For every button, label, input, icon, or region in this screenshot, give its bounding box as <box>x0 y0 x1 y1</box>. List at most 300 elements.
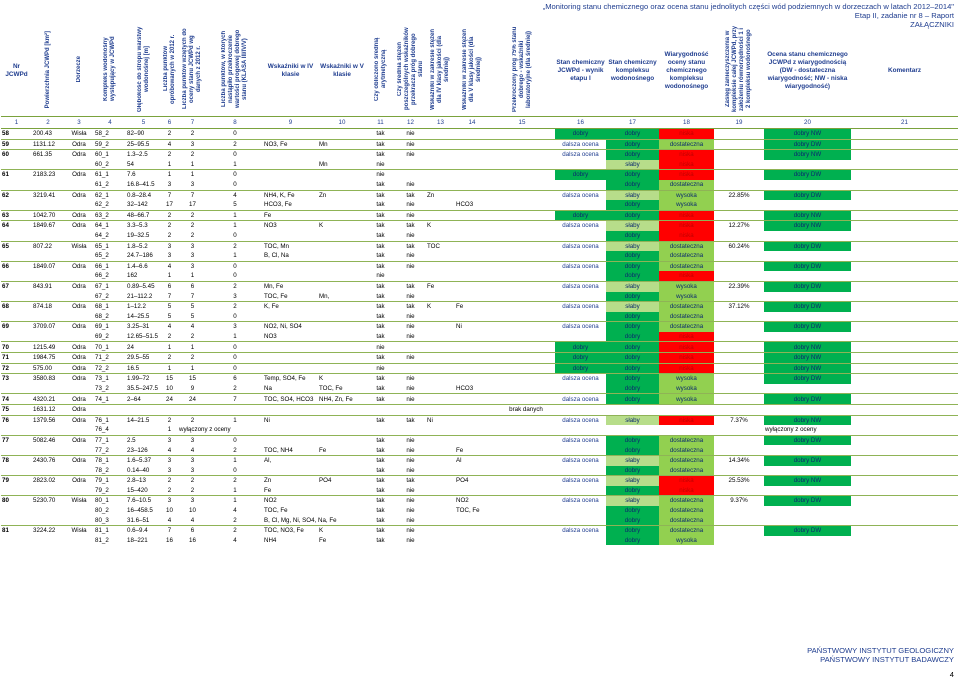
cell-basin <box>64 180 94 190</box>
cell-nr: 58 <box>1 129 32 140</box>
cell-s5 <box>455 516 489 526</box>
cell-basin: Wisła <box>64 496 94 506</box>
cell-gl: 162 <box>127 272 138 280</box>
column-header <box>606 25 659 117</box>
cell-basin: Odra <box>64 476 94 486</box>
cell-exc: nie <box>406 446 415 454</box>
cell-zas <box>714 200 764 210</box>
cell-etap1: dalsza ocena <box>555 281 606 291</box>
cell-s5 <box>455 190 489 200</box>
table-row <box>1 526 958 536</box>
cell-stan: dobry <box>606 261 659 271</box>
cell-ocena: dobry DW <box>764 139 851 150</box>
document-footer <box>807 646 954 679</box>
cell-w5: Zn <box>318 190 366 200</box>
cell-s5: HCO3 <box>456 201 474 209</box>
cell-ocena <box>764 292 851 302</box>
cell-w5 <box>318 210 366 221</box>
cell-basin: Wisła <box>64 526 94 536</box>
cell-kom <box>851 139 958 150</box>
cell-etap1 <box>555 486 606 496</box>
cell-wiar: niska <box>659 486 714 496</box>
cell-lw: 3 <box>178 435 207 445</box>
cell-area <box>32 425 64 435</box>
cell-nr: 75 <box>1 405 32 416</box>
cell-etap1 <box>555 160 606 170</box>
cell-zas <box>714 384 764 394</box>
cell-avg: nie <box>366 342 395 353</box>
table-row <box>1 353 958 364</box>
cell-avg: tak <box>376 486 385 494</box>
cell-p75 <box>489 466 555 476</box>
cell-wiar: dostateczna <box>659 180 714 190</box>
cell-wiar: dostateczna <box>659 312 714 322</box>
cell-lw: 3 <box>190 252 195 260</box>
cell-komp: 81_2 <box>95 536 109 544</box>
cell-avg: tak <box>376 181 385 189</box>
cell-komp: 59_2 <box>94 139 126 150</box>
cell-basin <box>64 200 94 210</box>
cell-s4: Zn <box>426 190 455 200</box>
cell-kom <box>851 466 958 476</box>
cell-lprz: 1 <box>207 415 263 425</box>
cell-s4 <box>426 435 455 445</box>
cell-avg: tak <box>366 353 395 364</box>
cell-lprz: 1 <box>233 332 237 340</box>
cell-w5 <box>318 363 366 374</box>
cell-w4 <box>263 150 318 160</box>
column-number: 12 <box>395 117 426 129</box>
cell-s5 <box>455 170 489 180</box>
cell-komp: 65_2 <box>95 252 109 260</box>
cell-s5 <box>455 150 489 160</box>
cell-komp: 80_1 <box>94 496 126 506</box>
cell-ocena <box>764 516 851 526</box>
cell-exc: tak <box>395 302 426 312</box>
table-row <box>1 425 958 435</box>
cell-stan: dobry <box>606 342 659 353</box>
cell-lp: 16 <box>166 536 173 544</box>
cell-stan: słaby <box>606 302 659 312</box>
cell-w5: K <box>318 526 366 536</box>
cell-kom <box>851 129 958 140</box>
cell-w4: NO3, Fe <box>263 139 318 150</box>
cell-komp: 70_1 <box>94 342 126 353</box>
cell-etap1: dalsza ocena <box>555 261 606 271</box>
cell-lp: 2 <box>161 150 178 160</box>
cell-kom <box>851 342 958 353</box>
cell-s5 <box>455 536 489 546</box>
cell-zas <box>714 129 764 140</box>
cell-lw: 6 <box>178 526 207 536</box>
cell-lw: 3 <box>178 496 207 506</box>
cell-etap1 <box>555 332 606 342</box>
cell-wiar: wysoka <box>659 536 714 546</box>
cell-s5: Fe <box>455 302 489 312</box>
cell-kom <box>851 302 958 312</box>
cell-exc: nie <box>406 536 415 544</box>
cell-lprz: 1 <box>207 456 263 466</box>
cell-w5 <box>318 281 366 291</box>
cell-zas <box>714 342 764 353</box>
cell-ocena: dobry DW <box>764 496 851 506</box>
table-row <box>1 342 958 353</box>
cell-lprz: 1 <box>207 496 263 506</box>
cell-avg: tak <box>376 292 385 300</box>
cell-p75 <box>489 241 555 251</box>
cell-kom <box>851 384 958 394</box>
column-number: 2 <box>32 117 64 129</box>
cell-etap1 <box>555 506 606 516</box>
cell-w4 <box>263 180 318 190</box>
cell-lprz: 0 <box>233 181 237 189</box>
cell-ocena <box>764 486 851 496</box>
cell-exc <box>395 170 426 180</box>
cell-stan: dobry <box>606 150 659 160</box>
cell-avg: tak <box>366 261 395 271</box>
cell-basin: Odra <box>64 322 94 332</box>
cell-gl: 24.7–186 <box>127 252 153 260</box>
cell-w5 <box>318 353 366 364</box>
cell-exc: nie <box>395 435 426 445</box>
cell-lw: 2 <box>190 232 195 240</box>
cell-s4 <box>426 251 455 261</box>
cell-etap1: dalsza ocena <box>555 394 606 405</box>
cell-etap1 <box>555 516 606 526</box>
cell-stan: dobry <box>606 435 659 445</box>
cell-exc: nie <box>406 312 415 320</box>
cell-lp: 3 <box>167 252 172 260</box>
column-header-label: Powierzchnia JCWPd [km²] <box>44 30 51 108</box>
cell-wiar: dostateczna <box>659 139 714 150</box>
cell-exc: nie <box>406 292 415 300</box>
cell-basin <box>64 332 94 342</box>
cell-lprz: 0 <box>207 353 263 364</box>
column-number: 7 <box>178 117 207 129</box>
cell-exc: tak <box>395 415 426 425</box>
cell-p75 <box>489 536 555 546</box>
cell-gl: 1.3–2.5 <box>126 150 161 160</box>
cell-avg: tak <box>366 210 395 221</box>
cell-basin <box>64 292 94 302</box>
cell-w5 <box>318 251 366 261</box>
cell-komp: 73_1 <box>94 374 126 384</box>
cell-komp: 78_1 <box>94 456 126 466</box>
cell-nr: 81 <box>1 526 32 536</box>
cell-avg: tak <box>366 129 395 140</box>
column-number: 16 <box>555 117 606 129</box>
cell-kom <box>851 374 958 384</box>
cell-exc: tak <box>395 241 426 251</box>
header-stage: Etap II, zadanie nr 8 – Raport <box>854 11 954 20</box>
cell-zas: 22.85% <box>714 190 764 200</box>
cell-s4 <box>426 200 455 210</box>
cell-w4: Mn, Fe <box>263 281 318 291</box>
cell-wiar <box>659 425 714 435</box>
cell-lw: 5 <box>190 312 195 320</box>
cell-lprz: 0 <box>207 363 263 374</box>
cell-ocena: dobry NW <box>764 476 851 486</box>
cell-gl: 82–90 <box>126 129 161 140</box>
cell-zas: 22.39% <box>714 281 764 291</box>
column-header <box>455 25 489 117</box>
cell-stan: dobry <box>606 466 659 476</box>
cell-area: 200.43 <box>32 129 64 140</box>
cell-exc: nie <box>395 496 426 506</box>
cell-area <box>32 445 64 455</box>
header-section: ZAŁĄCZNIKI <box>910 20 954 29</box>
cell-lw: 4 <box>178 322 207 332</box>
cell-basin: Odra <box>64 435 94 445</box>
table-row <box>1 322 958 332</box>
cell-avg: tak <box>376 516 385 524</box>
cell-kom <box>851 435 958 445</box>
cell-p75 <box>489 476 555 486</box>
cell-s4 <box>426 466 455 476</box>
cell-etap1 <box>555 271 606 281</box>
cell-exc: nie <box>406 384 415 392</box>
cell-gl: 16–458.5 <box>127 507 153 515</box>
column-number: 17 <box>606 117 659 129</box>
cell-s5 <box>455 394 489 405</box>
cell-avg: tak <box>376 384 385 392</box>
cell-w4: Al, <box>263 456 318 466</box>
cell-kom <box>851 292 958 302</box>
cell-nr: 69 <box>1 322 32 332</box>
table-row <box>1 160 958 170</box>
cell-area <box>32 332 64 342</box>
table-row <box>1 415 958 425</box>
cell-s4: Ni <box>426 415 455 425</box>
assessment-table <box>1 25 958 545</box>
cell-s5 <box>455 160 489 170</box>
cell-etap1: dobry <box>555 342 606 353</box>
cell-w5 <box>318 150 366 160</box>
cell-area: 3709.07 <box>32 322 64 332</box>
cell-ocena: dobry DW <box>764 190 851 200</box>
cell-avg: tak <box>376 466 385 474</box>
cell-p75 <box>489 139 555 150</box>
cell-s5 <box>455 271 489 281</box>
table-row <box>1 170 958 180</box>
cell-nr: 71 <box>1 353 32 364</box>
cell-area: 2823.02 <box>32 476 64 486</box>
cell-s4 <box>426 394 455 405</box>
cell-komp: 65_1 <box>94 241 126 251</box>
header-title: „Monitoring stanu chemicznego oraz ocena stanu jednolitych części wód podziemnych w dorzeczach w latach 2012–2014" <box>542 2 954 11</box>
cell-stan: dobry <box>606 322 659 332</box>
cell-p75 <box>489 394 555 405</box>
column-header <box>318 25 366 117</box>
cell-komp: 64_2 <box>95 232 109 240</box>
cell-wiar: wysoka <box>659 190 714 200</box>
cell-basin <box>64 312 94 322</box>
cell-s4 <box>426 180 455 190</box>
cell-lprz: 2 <box>207 139 263 150</box>
table-row <box>1 292 958 302</box>
cell-zas: 25.53% <box>714 476 764 486</box>
column-number: 4 <box>94 117 126 129</box>
cell-nr: 65 <box>1 241 32 251</box>
cell-wiar: niska <box>659 332 714 342</box>
cell-area <box>32 466 64 476</box>
cell-ocena <box>764 384 851 394</box>
cell-lp: 1 <box>161 363 178 374</box>
cell-lw: 7 <box>178 190 207 200</box>
cell-basin: Odra <box>64 415 94 425</box>
cell-s4 <box>426 363 455 374</box>
cell-exc: nie <box>406 507 415 515</box>
cell-avg: tak <box>366 322 395 332</box>
cell-wiar: dostateczna <box>659 526 714 536</box>
cell-area: 1042.70 <box>32 210 64 221</box>
cell-basin: Odra <box>64 150 94 160</box>
column-header-label: Komentarz <box>887 66 922 74</box>
cell-lp: 2 <box>167 232 172 240</box>
cell-gl: 1.6–5.37 <box>126 456 161 466</box>
footer-institute-sub: PAŃSTWOWY INSTYTUT BADAWCZY <box>820 655 954 664</box>
column-number: 11 <box>366 117 395 129</box>
cell-wiar: dostateczna <box>659 251 714 261</box>
cell-lp: 2 <box>161 210 178 221</box>
cell-lw: 2 <box>178 210 207 221</box>
cell-lprz: 1 <box>233 160 237 168</box>
cell-s5 <box>455 353 489 364</box>
cell-avg: tak <box>376 252 385 260</box>
cell-avg: tak <box>376 507 385 515</box>
cell-komp: 60_2 <box>95 160 109 168</box>
cell-s5: HCO3 <box>456 384 474 392</box>
cell-wiar: dostateczna <box>659 261 714 271</box>
cell-zas <box>714 150 764 160</box>
cell-w5 <box>318 180 366 190</box>
cell-kom <box>851 221 958 231</box>
cell-gl: 18–221 <box>127 536 148 544</box>
cell-exc: nie <box>395 394 426 405</box>
column-number: 3 <box>64 117 94 129</box>
cell-komp: 68_2 <box>95 312 109 320</box>
cell-stan: dobry <box>606 486 659 496</box>
column-header <box>161 25 178 117</box>
cell-stan: dobry <box>606 394 659 405</box>
cell-lw: 10 <box>189 507 196 515</box>
cell-w5 <box>318 342 366 353</box>
cell-area: 807.22 <box>32 241 64 251</box>
cell-etap1: dalsza ocena <box>555 476 606 486</box>
cell-ocena: dobry NW <box>764 363 851 374</box>
cell-wiar: wysoka <box>659 394 714 405</box>
cell-exc: nie <box>406 232 415 240</box>
cell-s5 <box>455 221 489 231</box>
column-header-label: Wskaźniki w V klasie <box>320 62 364 78</box>
cell-w5 <box>318 425 366 435</box>
cell-area <box>32 160 64 170</box>
cell-komp: 58_2 <box>94 129 126 140</box>
cell-exc: tak <box>395 221 426 231</box>
cell-lprz: 0 <box>207 170 263 180</box>
table-row <box>1 486 958 496</box>
cell-wiar: wysoka <box>659 384 714 394</box>
cell-etap1: dalsza ocena <box>555 241 606 251</box>
column-number: 19 <box>714 117 764 129</box>
cell-lw: 24 <box>178 394 207 405</box>
table-row <box>1 476 958 486</box>
cell-basin: Odra <box>64 456 94 466</box>
page-number: 4 <box>949 670 954 679</box>
cell-stan: słaby <box>606 221 659 231</box>
table-row <box>1 261 958 271</box>
cell-lw: 4 <box>190 516 195 524</box>
cell-s5 <box>455 363 489 374</box>
cell-exc: nie <box>395 353 426 364</box>
cell-etap1 <box>555 466 606 476</box>
cell-w4 <box>263 160 318 170</box>
cell-wiar: dostateczna <box>659 445 714 455</box>
cell-ocena: wyłączony z oceny <box>765 426 817 434</box>
cell-lprz: 0 <box>233 312 237 320</box>
cell-nr <box>1 292 32 302</box>
table-row <box>1 139 958 150</box>
cell-wiar: wysoka <box>659 292 714 302</box>
cell-basin <box>64 425 94 435</box>
cell-komp: 69_2 <box>95 332 109 340</box>
cell-basin <box>64 384 94 394</box>
cell-lp: 3 <box>167 466 172 474</box>
cell-gl: 0.6–9.4 <box>126 526 161 536</box>
cell-s5 <box>455 435 489 445</box>
cell-kom <box>851 251 958 261</box>
cell-kom <box>851 516 958 526</box>
cell-komp: 80_2 <box>95 507 109 515</box>
cell-lp: 2 <box>161 415 178 425</box>
cell-stan: dobry <box>606 445 659 455</box>
cell-zas <box>714 139 764 150</box>
cell-s5 <box>455 281 489 291</box>
column-number: 8 <box>207 117 263 129</box>
table-row <box>1 302 958 312</box>
cell-exc: nie <box>406 181 415 189</box>
cell-s4 <box>426 445 455 455</box>
cell-avg: nie <box>376 160 385 168</box>
cell-area: 575.00 <box>32 363 64 374</box>
cell-stan: dobry <box>606 363 659 374</box>
table-row <box>1 516 958 526</box>
cell-lprz: 0 <box>207 435 263 445</box>
cell-w4 <box>263 271 318 281</box>
cell-basin: Odra <box>64 139 94 150</box>
cell-gl: 31.6–51 <box>127 516 150 524</box>
cell-gl: 1.8–5.2 <box>126 241 161 251</box>
cell-lw: 1 <box>178 342 207 353</box>
cell-nr <box>1 384 32 394</box>
cell-nr <box>1 466 32 476</box>
cell-p75 <box>489 435 555 445</box>
cell-avg: tak <box>366 526 395 536</box>
cell-area: 661.35 <box>32 150 64 160</box>
cell-komp: 66_1 <box>94 261 126 271</box>
cell-ocena: dobry NW <box>764 415 851 425</box>
cell-etap1 <box>555 231 606 241</box>
cell-wiar: niska <box>659 129 714 140</box>
cell-ocena: dobry DW <box>764 435 851 445</box>
cell-s5: NO2 <box>455 496 489 506</box>
cell-s5 <box>455 251 489 261</box>
cell-basin <box>64 516 94 526</box>
cell-nr: 60 <box>1 150 32 160</box>
cell-ocena <box>764 445 851 455</box>
cell-gl: 15–420 <box>127 486 148 494</box>
cell-ocena <box>764 536 851 546</box>
